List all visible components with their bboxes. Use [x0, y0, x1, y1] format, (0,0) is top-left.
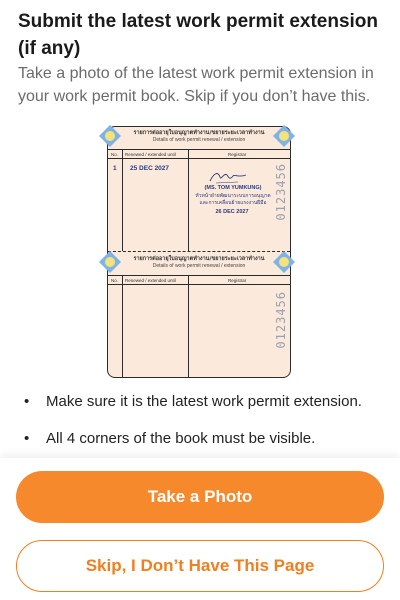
registrar-date: 26 DEC 2027	[215, 209, 249, 215]
instruction-list	[24, 392, 390, 466]
take-photo-button[interactable]: Take a Photo	[16, 471, 384, 523]
instruction-text: Make sure it is the latest work permit extension.	[46, 393, 362, 410]
col-renewed-label: Renewed / extended until	[125, 278, 176, 283]
col-no-label: No.	[111, 152, 119, 157]
serial-number: 0123456	[274, 291, 288, 349]
entry-number: 1	[113, 165, 117, 172]
permit-column-headers	[108, 275, 290, 285]
permit-header	[108, 253, 290, 275]
skip-button[interactable]: Skip, I Don’t Have This Page	[16, 540, 384, 592]
permit-header-thai: รายการต่ออายุใบอนุญาตทำงาน/ขยายระยะเวลาทำงาน	[133, 130, 265, 136]
col-no-label: No.	[111, 278, 119, 283]
permit-page-top	[108, 127, 290, 251]
serial-number: 0123456	[274, 163, 288, 221]
column-divider	[188, 275, 189, 377]
column-divider	[122, 275, 123, 377]
instruction-text: All 4 corners of the book must be visible.	[46, 430, 316, 447]
list-item	[24, 392, 390, 429]
corner-marker-icon	[272, 250, 296, 274]
corner-marker-icon	[272, 124, 296, 148]
page-title: Submit the latest work permit extension (if any)	[18, 11, 379, 59]
permit-header-english: Details of work permit renewal / extension	[152, 137, 246, 143]
permit-header-english: Details of work permit renewal / extension	[152, 263, 246, 269]
registrar-name: (MS. TOM YUMKUNG)	[204, 185, 262, 191]
work-permit-book-illustration	[107, 126, 291, 378]
page-fold-line	[108, 251, 290, 252]
signature-icon	[208, 169, 248, 185]
action-footer	[0, 458, 400, 600]
permit-page-bottom	[108, 253, 290, 377]
permit-header-thai: รายการต่ออายุใบอนุญาตทำงาน/ขยายระยะเวลาทำงาน	[133, 256, 265, 262]
registrar-title: หัวหน้าฝ่ายพัฒนาระบบการอนุญาต และการเคลื่อนย้ายแรงงานฝีมือ	[195, 193, 271, 206]
col-registrar-label: Registrar	[228, 152, 247, 157]
col-renewed-label: Renewed / extended until	[125, 152, 176, 157]
column-divider	[188, 149, 189, 251]
page-description: Take a photo of the latest work permit extension in your work permit book. Skip if you don’t have this.	[18, 65, 374, 105]
bullet-icon: •	[24, 430, 30, 447]
permit-header	[108, 127, 290, 149]
entry-renewal-date: 25 DEC 2027	[130, 165, 170, 172]
corner-marker-icon	[98, 250, 122, 274]
corner-marker-icon	[98, 124, 122, 148]
bullet-icon: •	[24, 393, 30, 410]
col-registrar-label: Registrar	[228, 278, 247, 283]
permit-column-headers	[108, 149, 290, 159]
column-divider	[122, 149, 123, 251]
